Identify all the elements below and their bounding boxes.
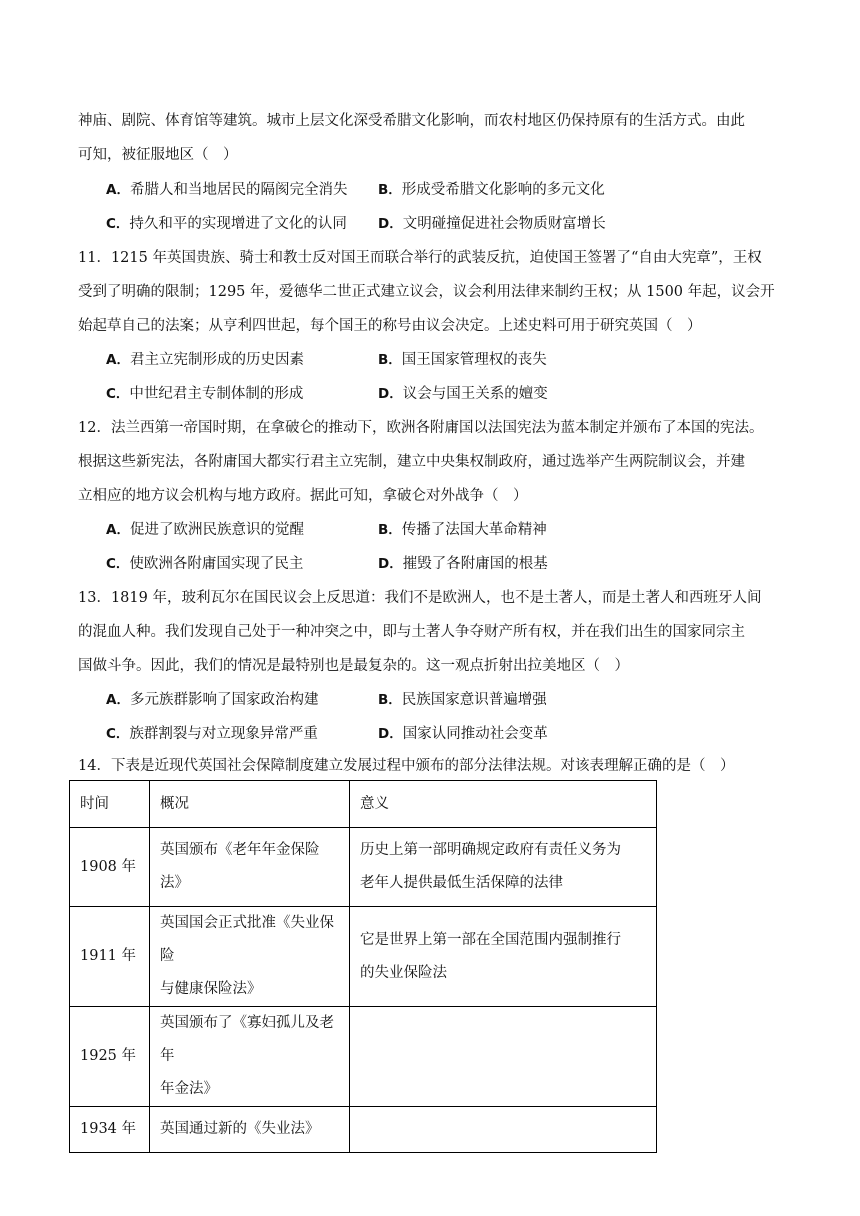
- q11-option-c[interactable]: C．中世纪君主专制体制的形成: [106, 386, 304, 402]
- q10-stem-line: 神庙、剧院、体育馆等建筑。城市上层文化深受希腊文化影响，而农村地区仍保持原有的生活方式。由此: [78, 113, 745, 129]
- table-row: [70, 907, 657, 1007]
- q12-stem-line: 立相应的地方议会机构与地方政府。据此可知，拿破仑对外战争（ ）: [78, 488, 528, 504]
- q10-option-c[interactable]: C．持久和平的实现增进了文化的认同: [106, 216, 347, 232]
- q12-option-b[interactable]: B．传播了法国大革命精神: [378, 522, 547, 538]
- overview-cell: 英国颁布了《寡妇孤儿及老年 年金法》: [150, 1007, 350, 1107]
- q12-options-row: [106, 520, 547, 540]
- year-cell: 1908 年: [70, 828, 150, 907]
- q13-option-b[interactable]: B．民族国家意识普遍增强: [378, 692, 547, 708]
- q13-options-row: [106, 690, 547, 710]
- significance-cell: [350, 1107, 657, 1153]
- q14-stem: 14．下表是近现代英国社会保障制度建立发展过程中颁布的部分法律法规。对该表理解正确的是（ ）: [78, 758, 735, 774]
- q12-option-c[interactable]: C．使欧洲各附庸国实现了民主: [106, 556, 304, 572]
- header-significance: 意义: [350, 781, 657, 828]
- year-cell: 1911 年: [70, 907, 150, 1007]
- table-row: [70, 828, 657, 907]
- q11-stem-line: 11．1215 年英国贵族、骑士和教士反对国王而联合举行的武装反抗，迫使国王签署了“自由大宪章”，王权: [78, 250, 762, 266]
- q10-option-d[interactable]: D．文明碰撞促进社会物质财富增长: [378, 216, 606, 232]
- q10-option-a[interactable]: A．希腊人和当地居民的隔阂完全消失: [106, 182, 348, 198]
- q13-option-d[interactable]: D．国家认同推动社会变革: [378, 726, 548, 742]
- q12-stem-line: 12．法兰西第一帝国时期，在拿破仑的推动下，欧洲各附庸国以法国宪法为蓝本制定并颁布了本国的宪法。: [78, 420, 764, 436]
- q11-options-row: [106, 350, 547, 370]
- q11-option-b[interactable]: B．国王国家管理权的丧失: [378, 352, 547, 368]
- q12-option-a[interactable]: A．促进了欧洲民族意识的觉醒: [106, 522, 304, 538]
- q11-stem-line: 受到了明确的限制；1295 年，爱德华二世正式建立议会，议会利用法律来制约王权；从 1500 年起，议会开: [78, 284, 775, 300]
- header-overview: 概况: [150, 781, 350, 828]
- table-header-row: [70, 781, 657, 828]
- overview-cell: 英国颁布《老年年金保险法》: [150, 828, 350, 907]
- q13-options-row: [106, 724, 548, 744]
- overview-cell: 英国国会正式批准《失业保险 与健康保险法》: [150, 907, 350, 1007]
- year-cell: 1925 年: [70, 1007, 150, 1107]
- table-row: [70, 1007, 657, 1107]
- year-cell: 1934 年: [70, 1107, 150, 1153]
- q12-stem-line: 根据这些新宪法，各附庸国大都实行君主立宪制，建立中央集权制政府，通过选举产生两院制议会，并建: [78, 454, 745, 470]
- header-time: 时间: [70, 781, 150, 828]
- significance-cell: 历史上第一部明确规定政府有责任义务为 老年人提供最低生活保障的法律: [350, 828, 657, 907]
- q10-options-row: [106, 180, 605, 200]
- q13-stem-line: 的混血人种。我们发现自己处于一种冲突之中，即与土著人争夺财产所有权，并在我们出生的国家同宗主: [78, 624, 745, 640]
- table-row: [70, 1107, 657, 1153]
- q11-option-d[interactable]: D．议会与国王关系的嬗变: [378, 386, 548, 402]
- q10-option-b[interactable]: B．形成受希腊文化影响的多元文化: [378, 182, 605, 198]
- q13-stem-line: 13．1819 年，玻利瓦尔在国民议会上反思道：我们不是欧洲人，也不是土著人，而是土著人和西班牙人间: [78, 590, 762, 606]
- q11-stem-line: 始起草自己的法案；从亨利四世起，每个国王的称号由议会决定。上述史料可用于研究英国（ ）: [78, 318, 702, 334]
- q11-options-row: [106, 384, 548, 404]
- q13-option-a[interactable]: A．多元族群影响了国家政治构建: [106, 692, 319, 708]
- overview-cell: 英国通过新的《失业法》: [150, 1107, 350, 1153]
- significance-cell: 它是世界上第一部在全国范围内强制推行 的失业保险法: [350, 907, 657, 1007]
- q10-stem-line: 可知，被征服地区（ ）: [78, 147, 238, 163]
- q12-option-d[interactable]: D．摧毁了各附庸国的根基: [378, 556, 548, 572]
- significance-cell: [350, 1007, 657, 1107]
- q13-stem-line: 国做斗争。因此，我们的情况是最特别也是最复杂的。这一观点折射出拉美地区（ ）: [78, 658, 629, 674]
- law-table: [69, 780, 657, 1153]
- q13-option-c[interactable]: C．族群割裂与对立现象异常严重: [106, 726, 318, 742]
- q10-options-row: [106, 214, 606, 234]
- q12-options-row: [106, 554, 548, 574]
- q11-option-a[interactable]: A．君主立宪制形成的历史因素: [106, 352, 304, 368]
